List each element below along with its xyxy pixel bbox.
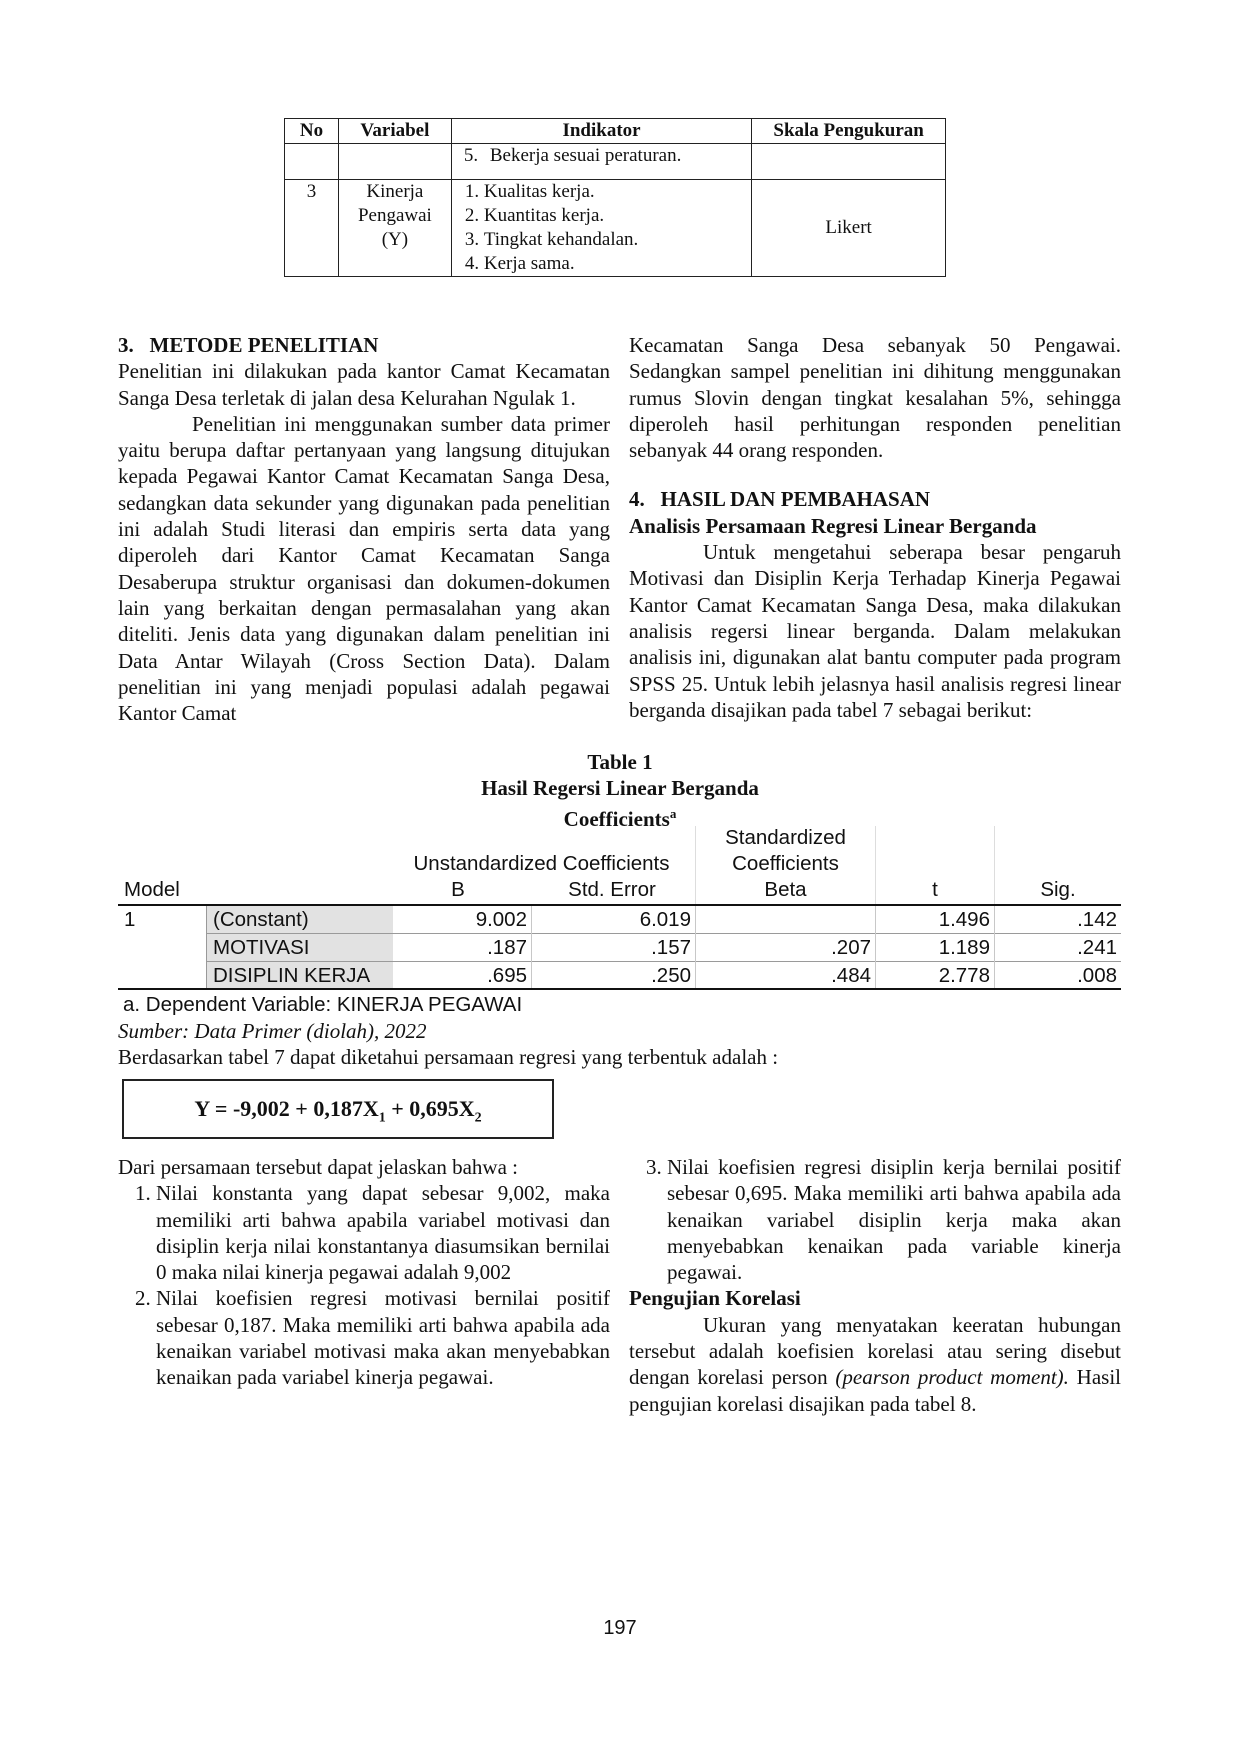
table1-caption-block (0, 749, 1240, 832)
explanation-list (118, 1180, 610, 1390)
indicator-text: Bekerja sesuai peraturan. (489, 145, 682, 166)
equation-sub2: 2 (474, 1110, 482, 1126)
list-item: 1. Nilai konstanta yang dapat sebesar 9,002, maka memiliki arti bahwa apabila variabel motivasi dan disiplin kerja nilai konstantanya diasumsikan bernilai 0 maka nilai kinerja pegawai adalah 9,002 (156, 1180, 610, 1285)
cell-t: 2.778 (938, 964, 990, 987)
cell-beta: .484 (831, 964, 871, 987)
header-t: t (932, 878, 938, 901)
regression-equation-box (122, 1079, 554, 1139)
explanation-intro: Dari persamaan tersebut dapat jelaskan bahwa : (118, 1155, 518, 1179)
header-skala: Skala Pengukuran (752, 119, 946, 144)
list-item: 3. Nilai koefisien regresi disiplin kerja bernilai positif sebesar 0,695. Maka memiliki arti bahwa apabila ada kenaikan variabel disiplin kerja maka akan menyebabkan kenaikan pada variable kinerja pegawai. (667, 1154, 1121, 1285)
correlation-heading: Pengujian Korelasi (629, 1286, 801, 1311)
row-label: DISIPLIN KERJA (213, 964, 371, 987)
list-item: 1. Kualitas kerja. (484, 180, 745, 204)
correlation-text: Ukuran yang menyatakan keeratan hubungan tersebut adalah koefisien korelasi atau sering disebut dengan korelasi person (629, 1312, 1121, 1390)
cell-sig: .142 (1077, 908, 1117, 931)
list-item: 3. Tingkat kehandalan. (484, 228, 745, 252)
row-label: MOTIVASI (213, 936, 310, 959)
cell-beta: .207 (831, 936, 871, 959)
model-cell-divider (206, 906, 207, 990)
header-beta: Beta (764, 878, 807, 901)
cell-b: 9.002 (475, 908, 527, 931)
cell-std-error: .250 (651, 964, 691, 987)
list-number: 5. (463, 145, 479, 166)
subtitle-text: Coefficients (563, 807, 670, 831)
table-cell (451, 144, 751, 180)
header-model: Model (124, 878, 180, 901)
indicator-list (458, 180, 745, 276)
table1-title: Hasil Regersi Linear Berganda (481, 776, 759, 800)
cell-b: .187 (487, 936, 527, 959)
equation-sub1: 1 (378, 1110, 386, 1126)
cell-b: .695 (487, 964, 527, 987)
scale-cell: Likert (752, 180, 946, 277)
equation-part2: + 0,695X (385, 1096, 475, 1121)
table1-footnote: a. Dependent Variable: KINERJA PEGAWAI (123, 993, 523, 1016)
section4-heading: 4. HASIL DAN PEMBAHASAN (629, 487, 931, 512)
section3-heading: 3. METODE PENELITIAN (118, 333, 379, 357)
section3-para3: Kecamatan Sanga Desa sebanyak 50 Pengawai. Sedangkan sampel penelitian ini dihitung menggunakan rumus Slovin dengan tingkat kesalahan 5%, sehingga diperoleh hasil perhitungan responden penelitian sebanyak 44 orang responden. (629, 333, 1121, 463)
table-cell (285, 144, 339, 180)
header-variabel: Variabel (338, 119, 451, 144)
table-cell (752, 144, 946, 180)
correlation-text-end: Hasil pengujian korelasi disajikan pada tabel 8. (629, 1365, 1122, 1416)
header-unstandardized: Unstandardized Coefficients (413, 852, 670, 875)
right-column-section4 (629, 332, 1121, 723)
cell-t: 1.189 (938, 936, 990, 959)
list-item: 4. Kerja sama. (484, 252, 745, 276)
variable-name (338, 180, 451, 277)
correlation-italic-text: (pearson product moment). (835, 1365, 1069, 1390)
cell-beta (696, 906, 875, 934)
header-b: B (451, 878, 465, 901)
model-number: 1 (124, 908, 136, 931)
table-cell (338, 144, 451, 180)
variable-line: (Y) (381, 229, 409, 250)
header-standardized-1: Standardized (725, 826, 846, 849)
table1-source: Sumber: Data Primer (diolah), 2022 (118, 1019, 427, 1043)
variable-line: Pengawai (357, 205, 432, 226)
header-std-error: Std. Error (568, 878, 656, 901)
row-label: (Constant) (213, 908, 309, 931)
header-sig: Sig. (1040, 878, 1076, 901)
subtitle-superscript: a (669, 806, 677, 821)
coefficients-table (118, 826, 1121, 986)
cell-sig: .008 (1077, 964, 1117, 987)
after-table-text: Berdasarkan tabel 7 dapat diketahui persamaan regresi yang terbentuk adalah : (118, 1045, 779, 1069)
cell-std-error: .157 (651, 936, 691, 959)
page-number: 197 (603, 1617, 637, 1639)
header-indikator: Indikator (451, 119, 751, 144)
explanation-list-continued (629, 1154, 1121, 1285)
header-standardized-2: Coefficients (732, 852, 839, 875)
section3-para1: Penelitian ini dilakukan pada kantor Camat Kecamatan Sanga Desa terletak di jalan desa Kelurahan Ngulak 1. (118, 359, 610, 410)
section4-subheading: Analisis Persamaan Regresi Linear Berganda (629, 513, 1037, 538)
table1-caption: Table 1 (587, 750, 653, 774)
equation-part1: Y = -9,002 + 0,187X (194, 1096, 379, 1121)
cell-std-error: 6.019 (639, 908, 691, 931)
list-item: 2. Kuantitas kerja. (484, 204, 745, 228)
variable-line: Kinerja (366, 181, 424, 202)
explanation-left (118, 1154, 610, 1391)
explanation-right (629, 1154, 1121, 1417)
left-column-section3 (118, 332, 610, 726)
list-item: 2. Nilai koefisien regresi motivasi bernilai positif sebesar 0,187. Maka memiliki arti bahwa apabila ada kenaikan variabel motivasi maka akan menyebabkan kenaikan pada variabel kinerja pegawai. (156, 1285, 610, 1390)
header-no: No (285, 119, 339, 144)
indicator-list-cell (451, 180, 751, 277)
correlation-para (629, 1312, 1121, 1417)
row-number: 3 (285, 180, 339, 277)
cell-sig: .241 (1077, 936, 1117, 959)
cell-t: 1.496 (938, 908, 990, 931)
variable-table (284, 118, 946, 277)
section4-para: Untuk mengetahui seberapa besar pengaruh Motivasi dan Disiplin Kerja Terhadap Kinerja Pegawai Kantor Camat Kecamatan Sanga Desa, maka dilakukan analisis regersi linear berganda. Dalam melakukan analisis ini, digunakan alat bantu computer pada program SPSS 25. Untuk lebih jelasnya hasil analisis regresi linear berganda disajikan pada tabel 7 sebagai berikut: (629, 540, 1121, 722)
section3-para2: Penelitian ini menggunakan sumber data primer yaitu berupa daftar pertanyaan yang langsung ditujukan kepada Pegawai Kantor Camat Kecamatan Sanga Desa, sedangkan data sekunder yang digunakan pada penelitian ini adalah Studi literasi dan empiris serta data yang diperoleh dari Kantor Camat Kecamatan Sanga Desaberupa struktur organisasi dan dokumen-dokumen lain yang berkaitan dengan permasalahan yang akan diteliti. Jenis data yang digunakan dalam penelitian ini Data Antar Wilayah (Cross Section Data). Dalam penelitian ini yang menjadi populasi adalah pegawai Kantor Camat (118, 411, 610, 726)
